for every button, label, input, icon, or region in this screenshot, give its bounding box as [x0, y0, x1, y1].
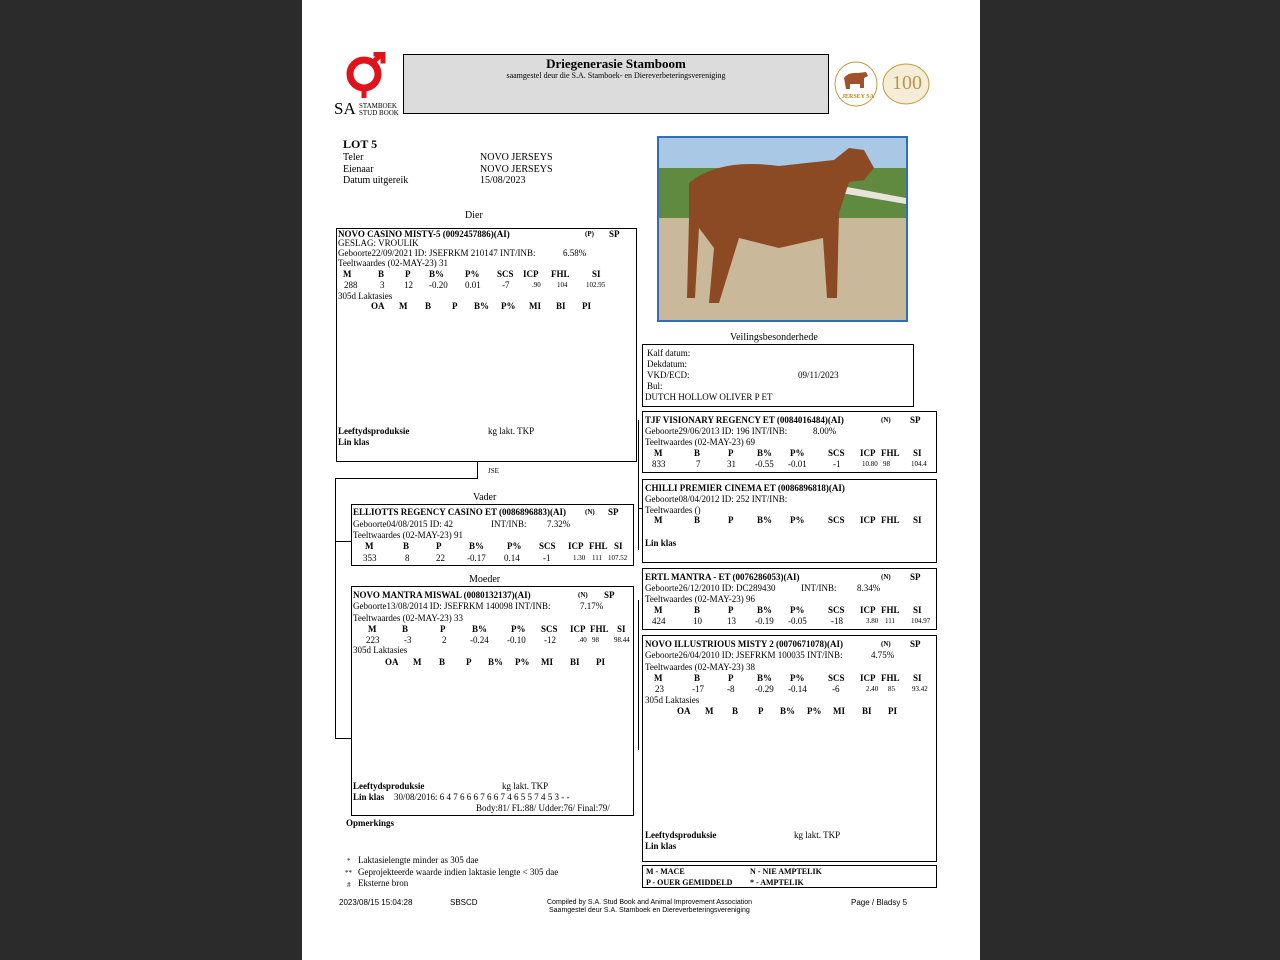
head-b: B	[378, 269, 385, 279]
val-fhl: 98	[883, 460, 890, 468]
vader-flag: (N)	[585, 508, 595, 516]
val-bpct: -0.55	[755, 459, 774, 469]
footer-compiled-af: Saamgestel deur S.A. Stamboek en Diereverbeteringsvereniging	[549, 907, 750, 914]
dier-geboorte: Geboorte22/09/2021 ID: JSEFRKM 210147 INT/INB:	[338, 248, 536, 258]
gdd-leeftyd-units: kg lakt. TKP	[794, 830, 841, 840]
gdd-laktasies: 305d Laktasies	[645, 695, 700, 705]
connector	[335, 478, 336, 738]
head-icp: ICP	[860, 448, 876, 458]
head-icp: ICP	[860, 515, 876, 525]
gdd-flag: (N)	[881, 640, 891, 648]
maternal-granddam-box	[642, 635, 937, 862]
dier-leeftyd-units: kg lakt. TKP	[488, 426, 535, 436]
footer-timestamp: 2023/08/15 15:04:28	[339, 898, 413, 907]
gss-name: TJF VISIONARY REGENCY ET (0084016484)(AI)	[645, 415, 844, 425]
lak-b: B	[439, 657, 446, 667]
val-bpct: -0.20	[429, 280, 448, 290]
moeder-inb: 7.17%	[580, 601, 604, 611]
teler-label: Teler	[343, 152, 364, 163]
lak-ppct: P%	[501, 301, 516, 311]
head-si: SI	[913, 448, 922, 458]
kalf-label: Kalf datum:	[647, 348, 691, 358]
val-p: 12	[404, 280, 413, 290]
eienaar-label: Eienaar	[343, 164, 374, 175]
head-ppct: P%	[507, 541, 522, 551]
animal-photo	[657, 136, 908, 322]
head-p: P	[405, 269, 411, 279]
lak-bi: BI	[570, 657, 580, 667]
head-ppct: P%	[790, 673, 805, 683]
dier-heading: Dier	[465, 210, 483, 221]
val-icp: 1.30	[573, 554, 586, 562]
head-si: SI	[913, 515, 922, 525]
moeder-teeltwaardes: Teeltwaardes (02-MAY-23) 33	[353, 613, 464, 623]
head-fhl: FHL	[881, 448, 900, 458]
teler-value: NOVO JERSEYS	[480, 152, 553, 163]
head-m: M	[654, 605, 663, 615]
eienaar-value: NOVO JERSEYS	[480, 164, 553, 175]
vader-int-label: INT/INB:	[491, 519, 527, 529]
gss-geboorte: Geboorte29/06/2013 ID: 196 INT/INB:	[645, 426, 788, 436]
val-ppct: -0.01	[788, 459, 807, 469]
moeder-linklas: Lin klas	[353, 792, 385, 802]
val-ppct: 0.14	[504, 553, 520, 563]
moeder-name: NOVO MANTRA MISWAL (0080132137)(AI)	[353, 590, 531, 600]
connector	[335, 738, 351, 739]
dier-geslag: GESLAG: VROULIK	[338, 238, 419, 248]
lak-mi: MI	[833, 706, 845, 716]
val-icp: .40	[578, 636, 587, 644]
dier-linklas: Lin klas	[338, 437, 370, 447]
vader-geboorte: Geboorte04/08/2015 ID: 42	[353, 519, 453, 529]
legend-star: * - AMPTELIK	[750, 878, 804, 887]
val-b: -17	[692, 684, 704, 694]
jersey-sa-text: JERSEY SA	[842, 94, 874, 100]
lak-oa: OA	[385, 657, 399, 667]
moeder-body: Body:81/ FL:88/ Udder:76/ Final:79/	[476, 803, 610, 813]
moeder-code: SP	[604, 590, 615, 600]
vader-heading: Vader	[473, 492, 497, 503]
head-m: M	[654, 673, 663, 683]
head-p: P	[728, 673, 734, 683]
val-icp: 3.80	[866, 617, 879, 625]
gdd-inb: 4.75%	[871, 650, 895, 660]
legend-n: N - NIE AMPTELIK	[750, 867, 822, 876]
lak-ppct: P%	[807, 706, 822, 716]
moeder-box	[351, 586, 634, 816]
val-fhl: 104	[557, 281, 568, 289]
val-si: 102.95	[586, 281, 606, 289]
head-b: B	[402, 624, 409, 634]
gss-flag: (N)	[881, 416, 891, 424]
head-fhl: FHL	[551, 269, 570, 279]
head-si: SI	[614, 541, 623, 551]
vader-inb: 7.32%	[547, 519, 571, 529]
head-icp: ICP	[568, 541, 584, 551]
paternal-grandsire-box	[642, 411, 937, 473]
note-sym: #	[347, 881, 351, 889]
gds-name: ERTL MANTRA - ET (0076286053)(AI)	[645, 572, 800, 582]
head-scs: SCS	[828, 605, 845, 615]
head-ppct: P%	[790, 605, 805, 615]
head-b: B	[694, 605, 701, 615]
val-m: 288	[344, 280, 358, 290]
val-si: 104.97	[911, 617, 931, 625]
val-m: 424	[652, 616, 666, 626]
head-bpct: B%	[757, 448, 773, 458]
head-icp: ICP	[523, 269, 539, 279]
bul-label: Bul:	[647, 381, 663, 391]
head-m: M	[654, 448, 663, 458]
head-p: P	[728, 448, 734, 458]
head-scs: SCS	[828, 673, 845, 683]
lak-p: P	[758, 706, 764, 716]
connector	[335, 478, 478, 479]
val-ppct: -0.05	[788, 616, 807, 626]
lak-m: M	[399, 301, 408, 311]
datum-value: 15/08/2023	[480, 175, 526, 186]
gss-inb: 8.00%	[813, 426, 837, 436]
gsd-geboorte: Geboorte08/04/2012 ID: 252 INT/INB:	[645, 494, 788, 504]
lak-b: B	[425, 301, 432, 311]
val-si: 98.44	[614, 636, 630, 644]
val-ppct: 0.01	[465, 280, 481, 290]
page-title: Driegenerasie Stamboom	[546, 56, 686, 71]
stamboek-symbol-icon	[342, 52, 392, 98]
dier-code: SP	[609, 229, 620, 239]
val-fhl: 111	[885, 617, 895, 625]
head-m: M	[343, 269, 352, 279]
head-icp: ICP	[570, 624, 586, 634]
footer-compiled-en: Compiled by S.A. Stud Book and Animal Improvement Association	[547, 899, 753, 906]
footer-code: SBSCD	[450, 898, 478, 907]
head-ppct: P%	[465, 269, 480, 279]
gds-code: SP	[910, 572, 921, 582]
head-bpct: B%	[469, 541, 485, 551]
gdd-leeftyd: Leeftydsproduksie	[645, 830, 717, 840]
val-icp: .90	[532, 281, 541, 289]
val-bpct: -0.24	[470, 635, 489, 645]
val-si: 104.4	[911, 460, 927, 468]
moeder-geboorte: Geboorte13/08/2014 ID: JSEFRKM 140098 INT/INB:	[353, 601, 551, 611]
head-p: P	[436, 541, 442, 551]
val-icp: 2.40	[866, 685, 879, 693]
gsd-linklas: Lin klas	[645, 538, 677, 548]
gss-teeltwaardes: Teeltwaardes (02-MAY-23) 69	[645, 437, 756, 447]
jersey-sa-logo	[834, 60, 930, 108]
lak-m: M	[413, 657, 422, 667]
lak-mi: MI	[529, 301, 541, 311]
footer-page: Page / Bladsy 5	[851, 898, 908, 907]
paternal-granddam-box	[642, 479, 937, 563]
val-m: 353	[363, 553, 377, 563]
val-p: 22	[436, 553, 445, 563]
val-scs: -6	[832, 684, 840, 694]
gds-inb: 8.34%	[857, 583, 881, 593]
moeder-heading: Moeder	[469, 574, 501, 585]
vkd-label: VKD/ECD:	[647, 370, 690, 380]
veiling-box	[642, 344, 914, 407]
val-p: -8	[727, 684, 735, 694]
head-bpct: B%	[429, 269, 445, 279]
val-p: 31	[727, 459, 736, 469]
veiling-heading: Veilingsbesonderhede	[730, 332, 818, 343]
datum-label: Datum uitgereik	[343, 175, 409, 186]
head-scs: SCS	[541, 624, 558, 634]
head-si: SI	[913, 673, 922, 683]
connector	[638, 420, 639, 550]
dier-name: NOVO CASINO MISTY-5 (0092457886)(AI)	[338, 229, 510, 239]
legend-m: M - MACE	[646, 867, 685, 876]
vader-box	[351, 504, 634, 566]
val-bpct: -0.19	[755, 616, 774, 626]
val-m: 23	[655, 684, 664, 694]
head-bpct: B%	[757, 673, 773, 683]
val-p: 2	[442, 635, 447, 645]
val-scs: -12	[544, 635, 556, 645]
logo-sa-text: SA	[334, 99, 356, 118]
lak-bi: BI	[556, 301, 566, 311]
lak-bpct: B%	[474, 301, 490, 311]
dier-leeftyd: Leeftydsproduksie	[338, 426, 410, 436]
lak-oa: OA	[677, 706, 691, 716]
gds-geboorte: Geboorte26/12/2010 ID: DC289430	[645, 583, 776, 593]
connector	[335, 541, 351, 542]
gdd-geboorte: Geboorte26/04/2010 ID: JSEFRKM 100035 INT/INB:	[645, 650, 843, 660]
page-subtitle: saamgestel deur die S.A. Stamboek- en Diereverbeteringsvereniging	[506, 71, 726, 80]
moeder-leeftyd-units: kg lakt. TKP	[502, 781, 549, 791]
lak-bi: BI	[862, 706, 872, 716]
note-text: Laktasielengte minder as 305 dae	[358, 855, 479, 865]
head-p: P	[728, 515, 734, 525]
vkd-value: 09/11/2023	[798, 370, 839, 380]
gdd-code: SP	[910, 639, 921, 649]
gdd-name: NOVO ILLUSTRIOUS MISTY 2 (0070671078)(AI)	[645, 639, 844, 649]
gds-flag: (N)	[881, 573, 891, 581]
logo-stamboek-text: STAMBOEK	[359, 102, 397, 110]
moeder-leeftyd: Leeftydsproduksie	[353, 781, 425, 791]
head-icp: ICP	[860, 673, 876, 683]
note-sym: **	[345, 869, 352, 877]
head-p: P	[440, 624, 446, 634]
head-bpct: B%	[757, 605, 773, 615]
head-m: M	[365, 541, 374, 551]
note-text: Geprojekteerde waarde indien laktasie lengte < 305 dae	[358, 867, 559, 877]
val-b: -3	[404, 635, 412, 645]
head-bpct: B%	[472, 624, 488, 634]
dier-teeltwaardes: Teeltwaardes (02-MAY-23) 31	[338, 258, 449, 268]
dier-box	[336, 228, 637, 462]
val-fhl: 85	[888, 685, 895, 693]
val-scs: -1	[543, 553, 551, 563]
moeder-linklas-value: 30/08/2016: 6 4 7 6 6 6 7 6 6 7 4 6 5 5 7 4 5 3 - -	[394, 792, 570, 802]
head-scs: SCS	[828, 448, 845, 458]
jersey-100-text: 100	[892, 72, 922, 94]
head-ppct: P%	[790, 448, 805, 458]
head-ppct: P%	[790, 515, 805, 525]
dek-label: Dekdatum:	[647, 359, 687, 369]
head-b: B	[694, 448, 701, 458]
val-p: 13	[727, 616, 736, 626]
note-sym: *	[347, 857, 351, 865]
val-si: 107.52	[608, 554, 628, 562]
head-b: B	[403, 541, 410, 551]
head-icp: ICP	[860, 605, 876, 615]
head-m: M	[654, 515, 663, 525]
dier-laktasies: 305d Laktasies	[338, 291, 393, 301]
note-text: Eksterne bron	[358, 878, 409, 888]
val-fhl: 98	[592, 636, 599, 644]
val-scs: -1	[833, 459, 841, 469]
head-b: B	[694, 515, 701, 525]
head-bpct: B%	[757, 515, 773, 525]
connector	[477, 461, 478, 479]
pedigree-page	[302, 0, 980, 960]
gsd-name: CHILLI PREMIER CINEMA ET (0086896818)(AI)	[645, 483, 845, 493]
head-scs: SCS	[539, 541, 556, 551]
val-b: 7	[696, 459, 701, 469]
gdd-linklas: Lin klas	[645, 841, 677, 851]
head-si: SI	[617, 624, 626, 634]
val-ppct: -0.14	[788, 684, 807, 694]
val-ppct: -0.10	[507, 635, 526, 645]
head-fhl: FHL	[590, 624, 609, 634]
lak-pi: PI	[596, 657, 605, 667]
val-fhl: 111	[592, 554, 602, 562]
head-si: SI	[913, 605, 922, 615]
val-bpct: -0.17	[467, 553, 486, 563]
val-m: 223	[366, 635, 380, 645]
lak-pi: PI	[582, 301, 591, 311]
lak-p: P	[466, 657, 472, 667]
gsd-teeltwaardes: Teeltwaardes ()	[645, 505, 701, 515]
gds-teeltwaardes: Teeltwaardes (02-MAY-23) 96	[645, 594, 756, 604]
lak-ppct: P%	[515, 657, 530, 667]
head-m: M	[368, 624, 377, 634]
bul-value: DUTCH HOLLOW OLIVER P ET	[645, 392, 773, 402]
vader-code: SP	[608, 507, 619, 517]
connector	[638, 600, 639, 750]
val-scs: -7	[502, 280, 510, 290]
logo-studbook-text: STUD BOOK	[359, 109, 399, 117]
legend-p: P - OUER GEMIDDELD	[646, 878, 733, 887]
lot-title: LOT 5	[343, 137, 378, 151]
head-scs: SCS	[828, 515, 845, 525]
lak-oa: OA	[371, 301, 385, 311]
maternal-grandsire-box	[642, 568, 937, 630]
val-b: 3	[380, 280, 385, 290]
lak-b: B	[732, 706, 739, 716]
head-scs: SCS	[497, 269, 514, 279]
head-b: B	[694, 673, 701, 683]
head-ppct: P%	[511, 624, 526, 634]
gds-int-label: INT/INB:	[801, 583, 837, 593]
opmerkings-label: Opmerkings	[346, 818, 395, 828]
head-fhl: FHL	[881, 673, 900, 683]
moeder-flag: (N)	[578, 591, 588, 599]
vader-teeltwaardes: Teeltwaardes (02-MAY-23) 91	[353, 530, 464, 540]
legend-box	[642, 865, 937, 888]
gss-code: SP	[910, 415, 921, 425]
val-b: 10	[693, 616, 702, 626]
moeder-laktasies: 305d Laktasies	[353, 645, 408, 655]
title-box	[403, 54, 829, 114]
head-fhl: FHL	[881, 515, 900, 525]
lak-bpct: B%	[488, 657, 504, 667]
vader-name: ELLIOTTS REGENCY CASINO ET (0086896883)(AI)	[353, 507, 567, 517]
gdd-teeltwaardes: Teeltwaardes (02-MAY-23) 38	[645, 662, 756, 672]
val-si: 93.42	[912, 685, 928, 693]
head-si: SI	[592, 269, 601, 279]
dier-inb: 6.58%	[563, 248, 587, 258]
lak-p: P	[452, 301, 458, 311]
val-b: 8	[405, 553, 410, 563]
sa-stamboek-logo	[332, 52, 404, 120]
val-m: 833	[652, 459, 666, 469]
val-scs: -18	[831, 616, 843, 626]
head-fhl: FHL	[881, 605, 900, 615]
val-bpct: -0.29	[755, 684, 774, 694]
lak-bpct: B%	[780, 706, 796, 716]
head-fhl: FHL	[589, 541, 608, 551]
dier-flag: (P)	[585, 230, 594, 238]
val-icp: 10.80	[862, 460, 878, 468]
head-p: P	[728, 605, 734, 615]
lak-mi: MI	[541, 657, 553, 667]
lak-pi: PI	[888, 706, 897, 716]
lak-m: M	[705, 706, 714, 716]
breed-code: JSE	[488, 467, 499, 475]
